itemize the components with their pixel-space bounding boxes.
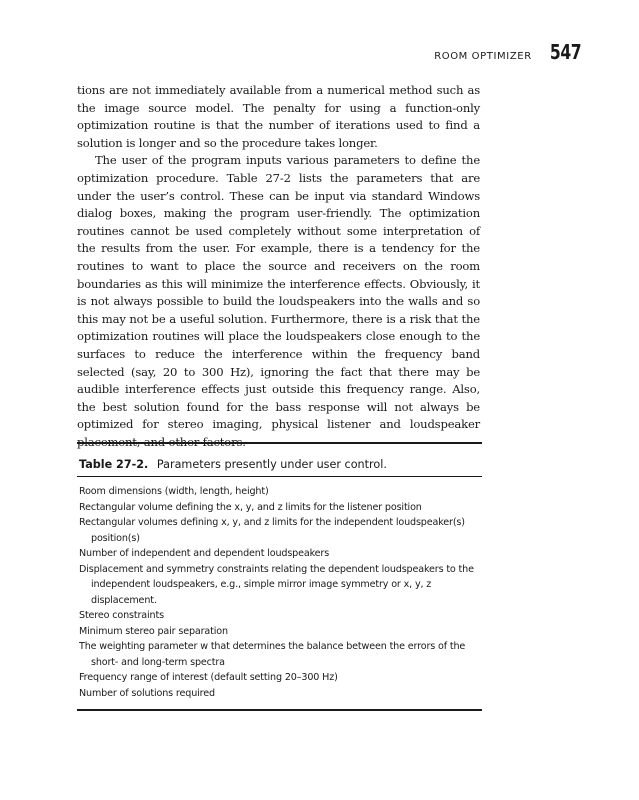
table-rows xyxy=(77,477,482,709)
parameters-table xyxy=(77,442,482,711)
table-row: Minimum stereo pair separation xyxy=(79,625,228,637)
table-row: Room dimensions (width, length, height) xyxy=(79,486,269,497)
table-row: Stereo constraints xyxy=(79,610,164,621)
paragraph: The user of the program inputs various parameters to define the optimization procedure. Table 27-2 lists the parameters that are under the user’s control. These can be input via standard Windows dialog boxes, making the program user-friendly. The optimization routines cannot be used completely without some interpretation of the results from the user. For example, there is a tendency for the routines to want to place the source and receivers on the room boundaries as this will minimize the interference effects. Obviously, it is not always possible to build the loudspeakers into the walls and so this may not be a useful solution. Furthermore, there is a risk that the optimization routines will place the loudspeakers close enough to the surfaces to reduce the interference within the frequency band selected (say, 20 to 300 Hz), ignoring the fact that there may be audible interference effects just outside this frequency range. Also, the best solution found for the bass response will not always be optimized for stereo imaging, physical listener and loudspeaker placement, and other factors. xyxy=(77,153,480,449)
table-row: The weighting parameter w that determines the balance between the errors of the short- and long-term spectra xyxy=(79,641,466,668)
table-caption xyxy=(77,444,482,477)
page-number: 547 xyxy=(549,40,581,64)
paragraph: tions are not immediately available from a numerical method such as the image source model. The penalty for using a function-only optimization routine is that the number of iterations used to find a solution is longer and so the procedure takes longer. xyxy=(77,83,480,150)
running-head: ROOM OPTIMIZER xyxy=(434,51,532,62)
table-row: Displacement and symmetry constraints relating the dependent loudspeakers to the independent loudspeakers, e.g., simple mirror image symmetry or x, y, z displacement. xyxy=(79,563,474,606)
body-text xyxy=(77,82,480,451)
table-row: Number of solutions required xyxy=(79,687,215,699)
table-row: Frequency range of interest (default setting 20–300 Hz) xyxy=(79,672,338,683)
table-label: Table 27-2. xyxy=(79,458,149,471)
table-row: Rectangular volume defining the x, y, and z limits for the listener position xyxy=(79,501,422,513)
table-title: Parameters presently under user control. xyxy=(156,458,387,471)
table-row: Number of independent and dependent loudspeakers xyxy=(79,548,330,559)
table-row: Rectangular volumes defining x, y, and z limits for the independent loudspeaker(s) position(s) xyxy=(79,517,465,544)
page-header xyxy=(434,40,581,64)
